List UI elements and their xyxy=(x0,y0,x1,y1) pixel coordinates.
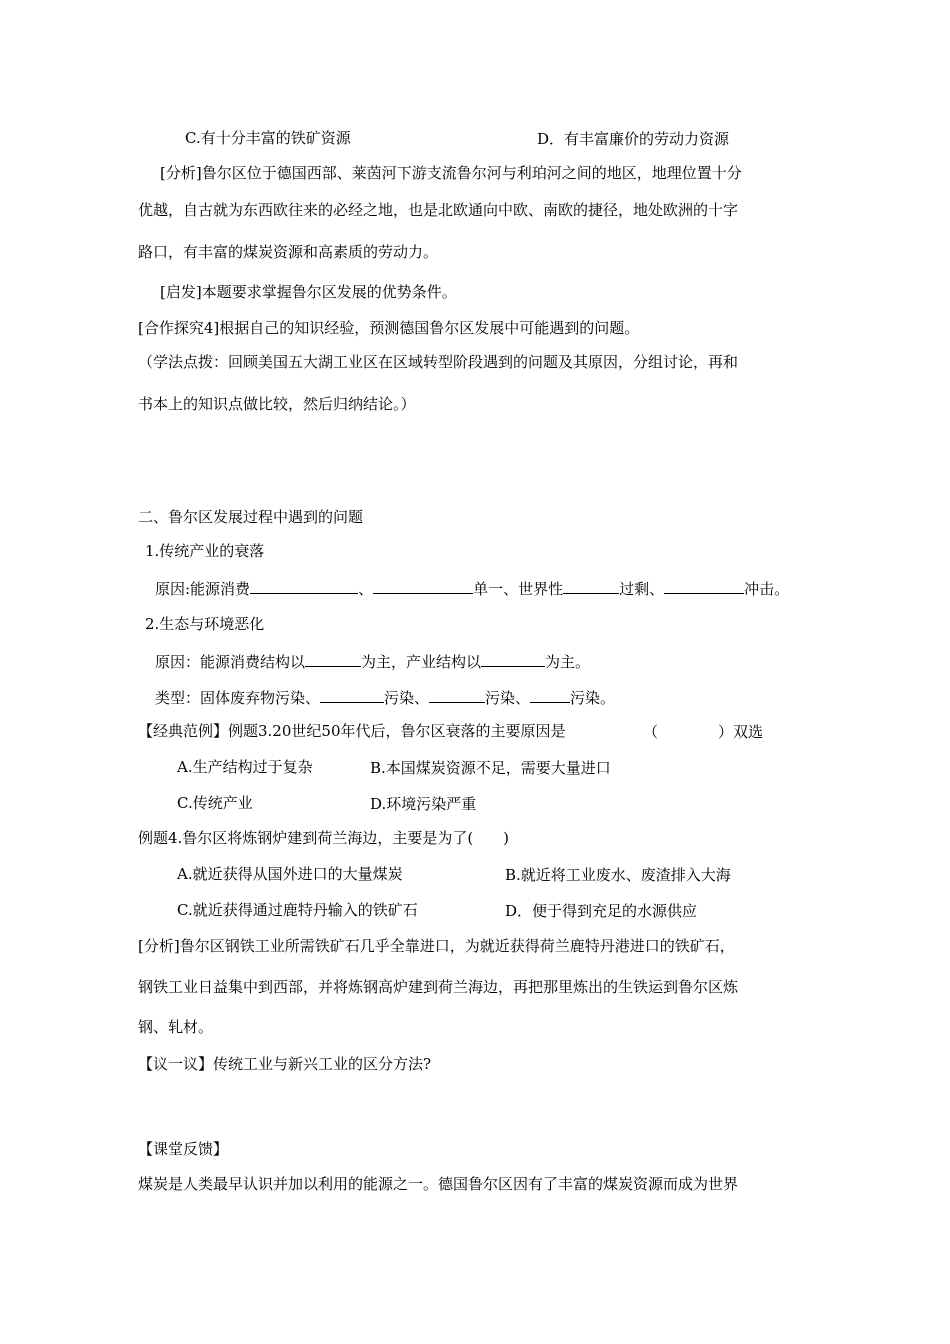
item2-type-text-4: 污染。 xyxy=(570,689,616,707)
feedback-line1: 煤炭是人类最早认识并加以利用的能源之一。德国鲁尔区因有了丰富的煤炭资源而成为世界 xyxy=(138,1175,739,1193)
item2-reason xyxy=(155,650,590,672)
item2-reason-text-2: 为主，产业结构以 xyxy=(361,653,482,671)
item2-type-text-2: 污染、 xyxy=(384,689,430,707)
item1-reason-text-5: 冲击。 xyxy=(744,580,790,598)
example3-stem: 【经典范例】例题3.20世纪50年代后，鲁尔区衰落的主要原因是 xyxy=(138,722,566,740)
analysis1-line2: 优越，自古就为东西欧往来的必经之地，也是北欧通向中欧、南欧的捷径，地处欧洲的十字 xyxy=(138,201,739,219)
blank-2[interactable] xyxy=(373,577,473,594)
item2-type xyxy=(155,686,615,708)
coop-explore-4: [合作探究4]根据自己的知识经验，预测德国鲁尔区发展中可能遇到的问题。 xyxy=(138,319,640,337)
item2-type-text-3: 污染、 xyxy=(485,689,531,707)
analysis2-line1: [分析]鲁尔区钢铁工业所需铁矿石几乎全靠进口，为就近获得荷兰鹿特丹港进口的铁矿石， xyxy=(138,937,735,955)
blank-1[interactable] xyxy=(250,577,358,594)
analysis2-line3: 钢、轧材。 xyxy=(138,1018,214,1036)
analysis2-line2: 钢铁工业日益集中到西部，并将炼钢高炉建到荷兰海边，再把那里炼出的生铁运到鲁尔区炼 xyxy=(138,978,739,996)
blank-3[interactable] xyxy=(563,577,619,594)
section2-title: 二、鲁尔区发展过程中遇到的问题 xyxy=(138,508,364,526)
item1-reason-text-1: 原因:能源消费 xyxy=(155,580,251,598)
blank-6[interactable] xyxy=(481,650,545,667)
item1-title: 1.传统产业的衰落 xyxy=(145,542,265,560)
item2-title: 2.生态与环境恶化 xyxy=(145,615,265,633)
prev-option-d: D．有丰富廉价的劳动力资源 xyxy=(537,130,730,148)
example3-paren: （ ）双选 xyxy=(643,723,764,741)
blank-9[interactable] xyxy=(530,686,570,703)
item2-type-text-1: 类型：固体废弃物污染、 xyxy=(155,689,321,707)
item1-reason-text-4: 过剩、 xyxy=(619,580,665,598)
example4-option-b: B.就近将工业废水、废渣排入大海 xyxy=(505,866,731,884)
example4-option-c: C.就近获得通过鹿特丹输入的铁矿石 xyxy=(177,901,418,919)
item2-reason-text-1: 原因：能源消费结构以 xyxy=(155,653,306,671)
example3-option-b: B.本国煤炭资源不足，需要大量进口 xyxy=(370,759,611,777)
feedback-title: 【课堂反馈】 xyxy=(138,1140,229,1158)
method-line2: 书本上的知识点做比较，然后归纳结论。） xyxy=(138,395,416,413)
analysis1-line3: 路口，有丰富的煤炭资源和高素质的劳动力。 xyxy=(138,243,439,261)
example3-option-c: C.传统产业 xyxy=(177,794,253,812)
blank-4[interactable] xyxy=(664,577,744,594)
example4-option-a: A.就近获得从国外进口的大量煤炭 xyxy=(177,865,403,883)
item1-reason xyxy=(155,577,789,599)
analysis1-line1: [分析]鲁尔区位于德国西部、莱茵河下游支流鲁尔河与利珀河之间的地区，地理位置十分 xyxy=(160,164,742,182)
blank-8[interactable] xyxy=(429,686,485,703)
example3-option-d: D.环境污染严重 xyxy=(370,795,477,813)
discuss: 【议一议】传统工业与新兴工业的区分方法? xyxy=(138,1055,432,1073)
blank-5[interactable] xyxy=(305,650,361,667)
prev-option-c: C.有十分丰富的铁矿资源 xyxy=(185,129,351,147)
blank-7[interactable] xyxy=(320,686,384,703)
example4-option-d: D．便于得到充足的水源供应 xyxy=(505,902,698,920)
item1-reason-text-3: 单一、世界性 xyxy=(473,580,564,598)
method-line1: （学法点拨：回顾美国五大湖工业区在区域转型阶段遇到的问题及其原因，分组讨论，再和 xyxy=(138,353,739,371)
hint1: [启发]本题要求掌握鲁尔区发展的优势条件。 xyxy=(160,283,457,301)
item1-reason-text-2: 、 xyxy=(358,580,374,598)
example3-option-a: A.生产结构过于复杂 xyxy=(177,758,313,776)
example4-stem: 例题4.鲁尔区将炼钢炉建到荷兰海边，主要是为了( ) xyxy=(138,829,510,847)
item2-reason-text-3: 为主。 xyxy=(545,653,591,671)
